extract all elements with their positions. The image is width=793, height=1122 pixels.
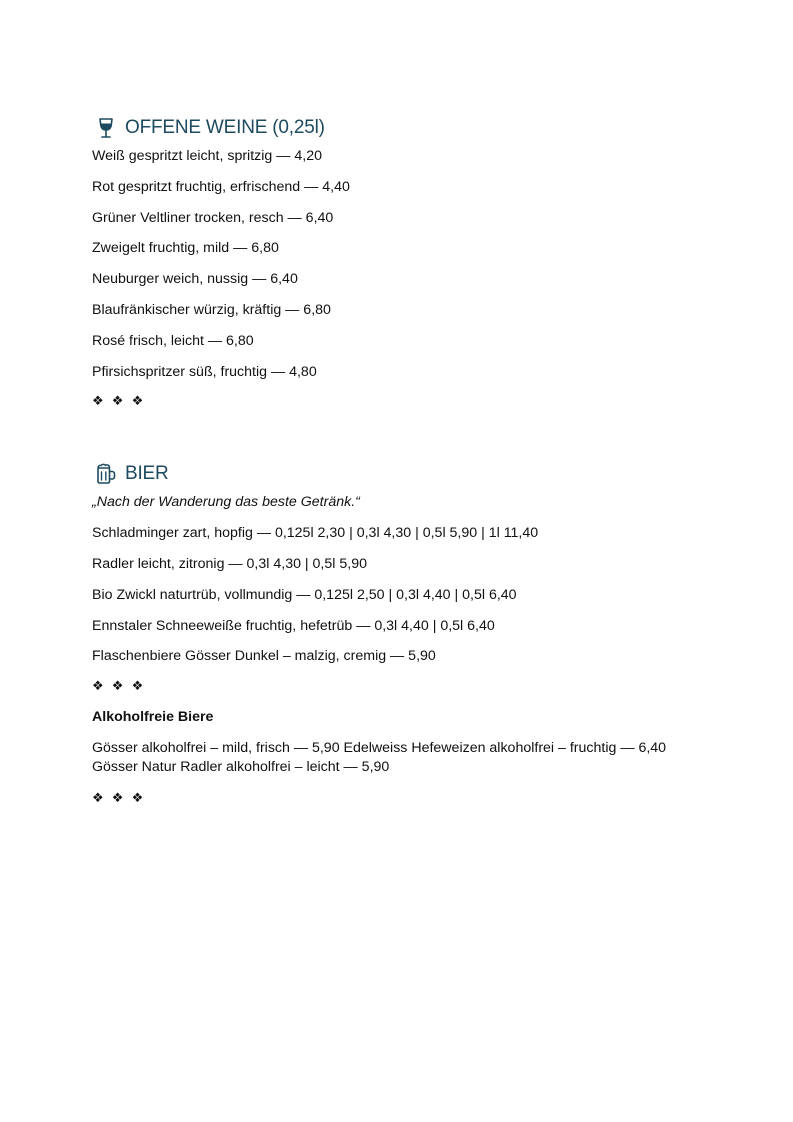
non-alcoholic-heading: Alkoholfreie Biere [92, 709, 214, 726]
wine-section-heading [92, 113, 732, 143]
wine-ornament-divider: ❖ ❖ ❖ [92, 394, 146, 410]
beer-mug-icon [95, 462, 117, 486]
menu-page [92, 113, 732, 820]
non-alcoholic-items [92, 739, 732, 777]
section-spacer [92, 423, 732, 459]
beer-item: Ennstaler Schneeweiße fruchtig, hefetrüb — 0,3l 4,40 | 0,5l 6,40 [92, 617, 495, 634]
beer-item: Radler leicht, zitronig — 0,3l 4,30 | 0,5l 5,90 [92, 555, 367, 572]
wine-item: Grüner Veltliner trocken, resch — 6,40 [92, 209, 334, 226]
beer-ornament-divider: ❖ ❖ ❖ [92, 679, 146, 695]
wine-item: Rot gespritzt fruchtig, erfrischend — 4,40 [92, 178, 350, 195]
wine-glass-icon [95, 116, 117, 140]
beer-item: Bio Zwickl naturtrüb, vollmundig — 0,125l 2,50 | 0,3l 4,40 | 0,5l 6,40 [92, 586, 517, 603]
wine-item: Blaufränkischer würzig, kräftig — 6,80 [92, 301, 331, 318]
wine-item: Pfirsichspritzer süß, fruchtig — 4,80 [92, 363, 317, 380]
beer-section-heading [92, 459, 732, 489]
beer-section-title: BIER [125, 463, 169, 485]
beer-item: Schladminger zart, hopfig — 0,125l 2,30 | 0,3l 4,30 | 0,5l 5,90 | 1l 11,40 [92, 525, 539, 542]
non-alcoholic-line: Gösser alkoholfrei – mild, frisch — 5,90 Edelweiss Hefeweizen alkoholfrei – fruchtig — 6,40 [92, 739, 667, 756]
wine-item: Zweigelt fruchtig, mild — 6,80 [92, 240, 279, 257]
beer-quote: „Nach der Wanderung das beste Getränk.“ [92, 494, 360, 511]
wine-item: Rosé frisch, leicht — 6,80 [92, 332, 254, 349]
wine-item: Weiß gespritzt leicht, spritzig — 4,20 [92, 148, 322, 164]
wine-item: Neuburger weich, nussig — 6,40 [92, 271, 298, 288]
beer-item: Flaschenbiere Gösser Dunkel – malzig, cremig — 5,90 [92, 648, 436, 665]
wine-section-title: OFFENE WEINE (0,25l) [125, 117, 325, 138]
end-ornament-divider: ❖ ❖ ❖ [92, 790, 146, 806]
non-alcoholic-line: Gösser Natur Radler alkoholfrei – leicht — 5,90 [92, 758, 390, 775]
